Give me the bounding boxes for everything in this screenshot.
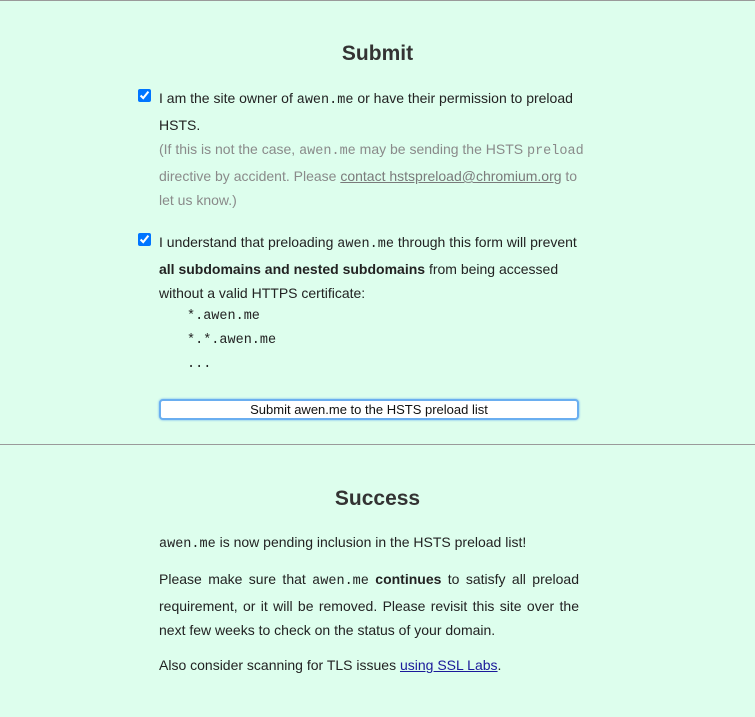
success-heading: Success [334, 487, 421, 510]
subdomain-confirmation-text [159, 230, 588, 377]
owner-confirmation [138, 86, 588, 212]
subdomain-example: *.awen.me [187, 309, 260, 324]
section-divider [0, 444, 755, 445]
note-prefix: (If this is not the case, [159, 141, 300, 157]
ssl-suggestion-prefix: Also consider scanning for TLS issues [159, 657, 400, 673]
subdomain-example: ... [187, 357, 212, 372]
contact-link[interactable]: contact hstspreload@chromium.org [340, 168, 562, 184]
domain-code: awen.me [296, 93, 354, 108]
owner-note [159, 141, 584, 208]
reminder-prefix: Please make sure that [159, 571, 313, 587]
reminder-suffix: to satisfy all preload requirement, or it will be removed. Please revisit this site over the next few weeks to check on the status of your domain. [159, 571, 580, 638]
ssl-suggestion-suffix: . [497, 657, 502, 673]
pending-status-text: is now pending inclusion in the HSTS preload list! [215, 534, 527, 550]
requirements-reminder [159, 567, 579, 642]
ssl-labs-link[interactable]: using SSL Labs [399, 657, 498, 673]
top-divider [0, 0, 755, 1]
subdomain-text-suffix: from being accessed without a valid HTTPS certificate: [159, 261, 559, 301]
subdomain-text-mid: through this form will prevent [393, 234, 577, 250]
subdomain-confirmation [138, 230, 588, 377]
owner-confirmation-text [159, 86, 588, 212]
note-suffix: to let us know.) [159, 168, 578, 208]
subdomain-example: *.*.awen.me [187, 333, 277, 348]
owner-text-prefix: I am the site owner of [159, 90, 297, 106]
subdomain-examples [159, 305, 588, 377]
preload-directive-code: preload [526, 144, 584, 159]
subdomain-checkbox[interactable] [138, 233, 151, 246]
owner-text-suffix: or have their permission to preload HSTS. [159, 90, 573, 133]
note-domain-code: awen.me [299, 144, 356, 159]
domain-code: awen.me [337, 237, 394, 252]
ssl-labs-suggestion [159, 653, 579, 677]
pending-status [159, 530, 579, 557]
continues-emphasis: continues [375, 571, 442, 587]
subdomain-emphasis: all subdomains and nested subdomains [159, 261, 426, 277]
domain-code: awen.me [312, 574, 369, 589]
note-mid-2: directive by accident. Please [159, 168, 341, 184]
submit-heading: Submit [341, 42, 414, 65]
subdomain-text-prefix: I understand that preloading [159, 234, 338, 250]
note-mid: may be sending the HSTS [355, 141, 527, 157]
domain-code: awen.me [159, 537, 216, 552]
owner-checkbox[interactable] [138, 89, 151, 102]
submit-preload-button[interactable]: Submit awen.me to the HSTS preload list [159, 399, 579, 420]
